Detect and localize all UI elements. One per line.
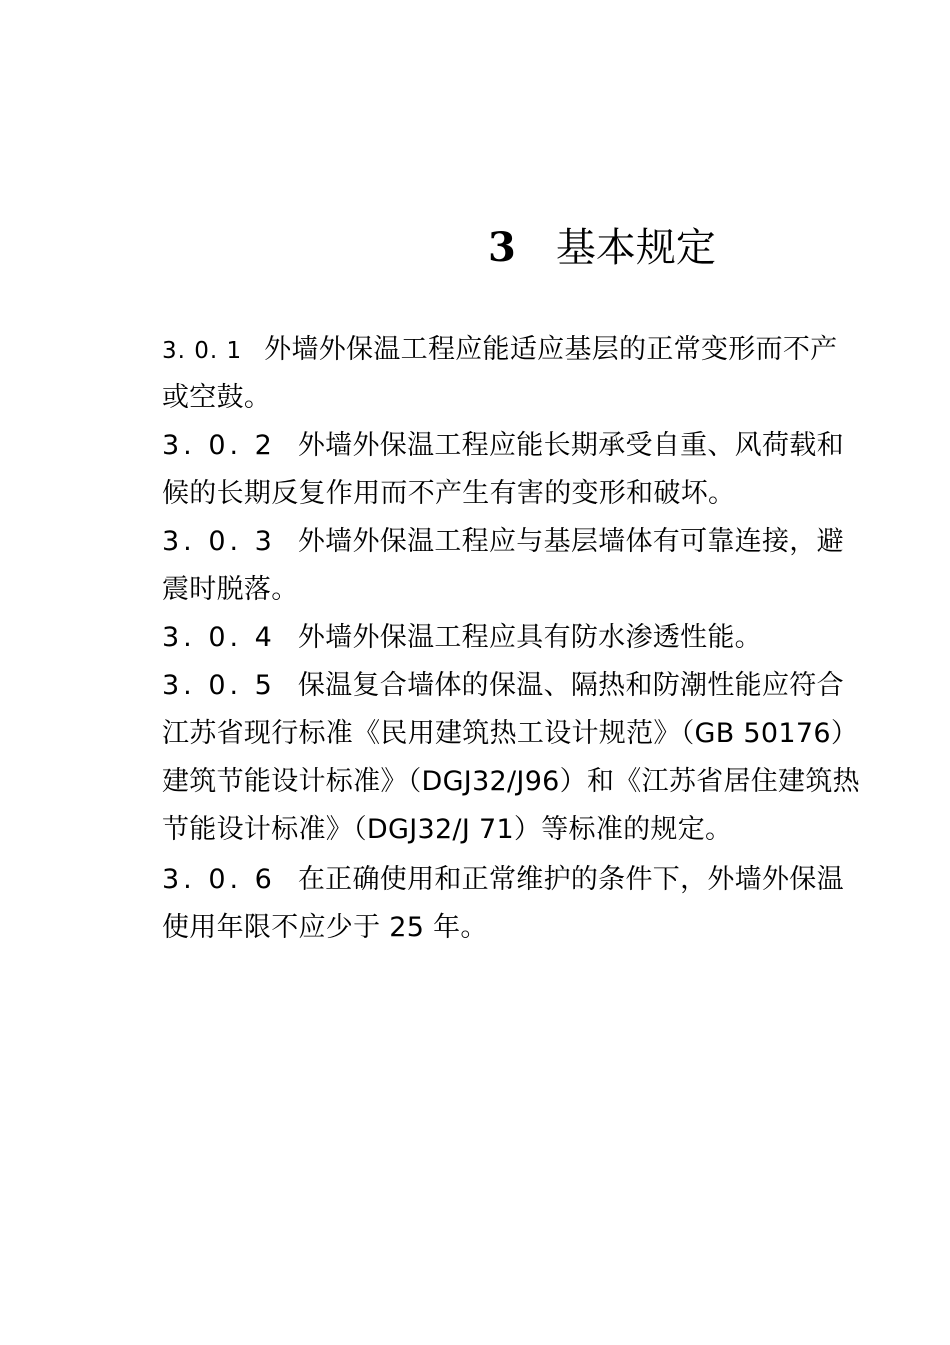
clause-3-0-3-line-1	[162, 524, 844, 560]
clause-text: 建筑节能设计标准》（DGJ32/J96）和《江苏省居住建筑热	[162, 766, 860, 797]
clause-number: 3. 0. 5	[162, 670, 276, 701]
clause-3-0-6-line-2	[162, 910, 488, 946]
clause-number: 3. 0. 1	[162, 338, 243, 364]
clause-3-0-1-line-2	[162, 380, 271, 416]
clause-text: 使用年限不应少于 25 年。	[162, 912, 488, 943]
clause-text: 候的长期反复作用而不产生有害的变形和破坏。	[162, 478, 736, 509]
chapter-number: 3	[488, 224, 516, 271]
clause-text: 外墙外保温工程应具有防水渗透性能。	[297, 622, 762, 653]
clause-3-0-5-line-3	[162, 764, 860, 800]
clause-text: 保温复合墙体的保温、隔热和防潮性能应符合	[297, 670, 844, 701]
chapter-name: 基本规定	[555, 225, 716, 271]
clause-text: 或空鼓。	[162, 382, 272, 413]
chapter-title	[488, 222, 716, 274]
clause-3-0-1-line-1	[162, 332, 837, 369]
clause-3-0-5-line-2	[162, 716, 858, 752]
clause-number: 3. 0. 3	[162, 526, 276, 557]
clause-3-0-5-line-1	[162, 668, 844, 704]
clause-number: 3. 0. 6	[162, 864, 276, 895]
clause-3-0-2-line-2	[162, 476, 735, 512]
clause-text: 节能设计标准》（DGJ32/J 71）等标准的规定。	[162, 814, 733, 845]
clause-3-0-5-line-4	[162, 812, 732, 848]
clause-text: 在正确使用和正常维护的条件下，外墙外保温	[297, 864, 844, 895]
clause-3-0-6-line-1	[162, 862, 844, 898]
clause-number: 3. 0. 2	[162, 430, 276, 461]
clause-3-0-3-line-2	[162, 572, 299, 608]
clause-text: 江苏省现行标准《民用建筑热工设计规范》（GB 50176）	[162, 718, 859, 749]
clause-text: 外墙外保温工程应能长期承受自重、风荷载和	[297, 430, 844, 461]
clause-text: 震时脱落。	[162, 574, 299, 605]
clause-number: 3. 0. 4	[162, 622, 276, 653]
clause-text: 外墙外保温工程应能适应基层的正常变形而不产	[264, 334, 838, 365]
clause-3-0-2-line-1	[162, 428, 844, 464]
clause-text: 外墙外保温工程应与基层墙体有可靠连接，避	[297, 526, 844, 557]
clause-3-0-4-line-1	[162, 620, 762, 656]
